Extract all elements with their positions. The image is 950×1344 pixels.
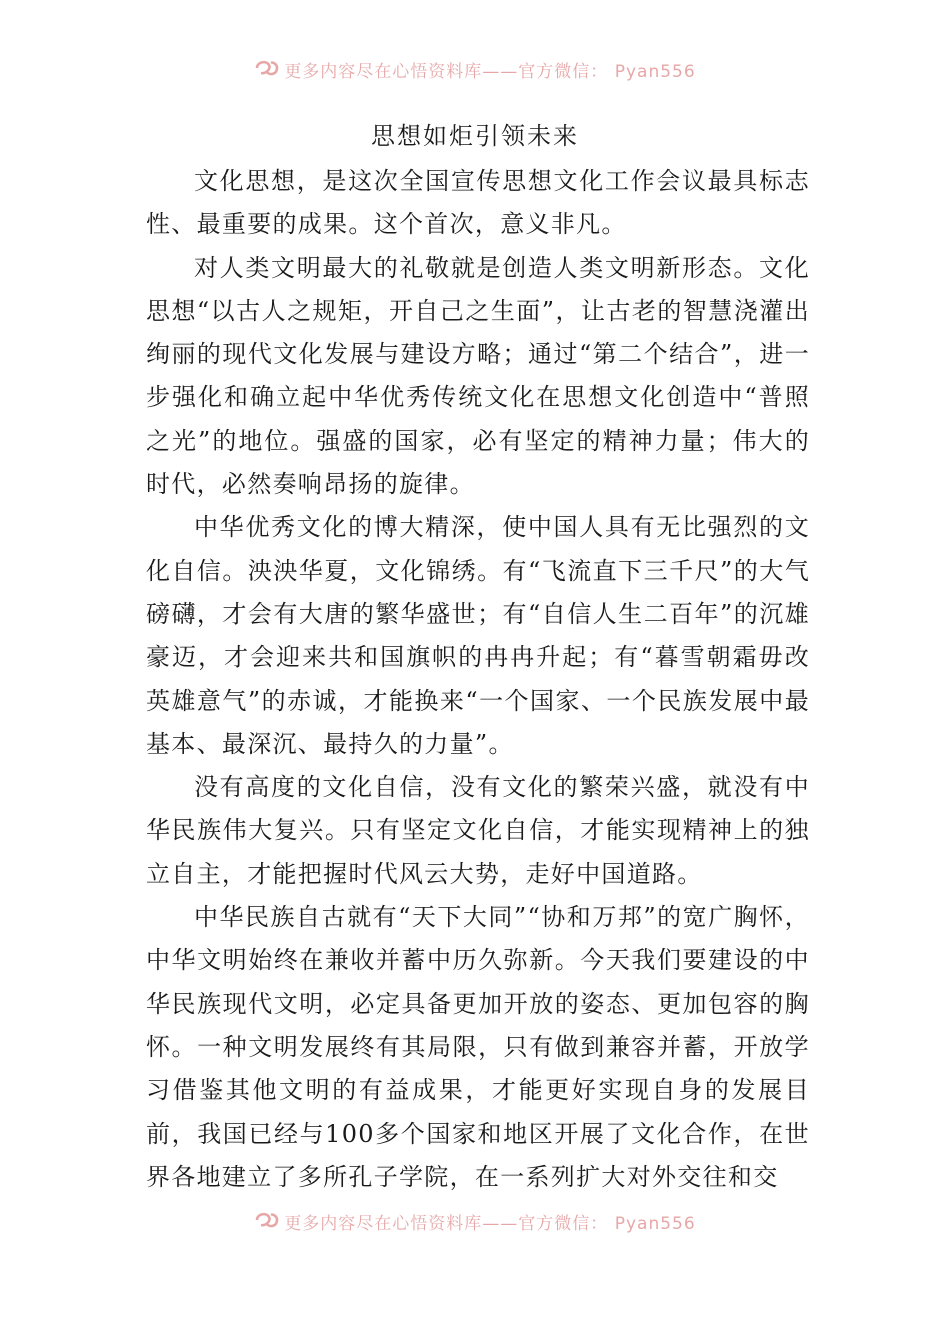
watermark-text: 更多内容尽在心悟资料库——官方微信： Pyan556: [284, 1214, 696, 1234]
document-body: [146, 160, 810, 1199]
document-title: 思想如炬引领未来: [371, 122, 579, 150]
watermark-text: 更多内容尽在心悟资料库——官方微信： Pyan556: [284, 62, 696, 82]
logo-icon: [254, 58, 280, 84]
paragraph: 中华民族自古就有“天下大同”“协和万邦”的宽广胸怀，中华文明始终在兼收并蓄中历久弥新。今天我们要建设的中华民族现代文明，必定具备更加开放的姿态、更加包容的胸怀。一种文明发展终有其局限，只有做到兼容并蓄，开放学习借鉴其他文明的有益成果，才能更好实现自身的发展目前，我国已经与100多个国家和地区开展了文化合作，在世界各地建立了多所孔子学院，在一系列扩大对外交往和交: [146, 903, 810, 1191]
paragraph: 文化思想，是这次全国宣传思想文化工作会议最具标志性、最重要的成果。这个首次，意义非凡。: [146, 167, 810, 239]
watermark-footer: [0, 1210, 950, 1236]
watermark-header: [0, 58, 950, 84]
paragraph: 没有高度的文化自信，没有文化的繁荣兴盛，就没有中华民族伟大复兴。只有坚定文化自信，才能实现精神上的独立自主，才能把握时代风云大势，走好中国道路。: [146, 773, 810, 888]
paragraph: 对人类文明最大的礼敬就是创造人类文明新形态。文化思想“以古人之规矩，开自己之生面”，让古老的智慧浇灌出绚丽的现代文化发展与建设方略；通过“第二个结合”，进一步强化和确立起中华优秀传统文化在思想文化创造中“普照之光”的地位。强盛的国家，必有坚定的精神力量；伟大的时代，必然奏响昂扬的旋律。: [146, 253, 810, 499]
logo-icon: [254, 1210, 280, 1236]
paragraph: 中华优秀文化的博大精深，使中国人具有无比强烈的文化自信。泱泱华夏，文化锦绣。有“飞流直下三千尺”的大气磅礴，才会有大唐的繁华盛世；有“自信人生二百年”的沉雄豪迈，才会迎来共和国旗帜的冉冉升起；有“暮雪朝霜毋改英雄意气”的赤诚，才能换来“一个国家、一个民族发展中最基本、最深沉、最持久的力量”。: [146, 513, 810, 758]
